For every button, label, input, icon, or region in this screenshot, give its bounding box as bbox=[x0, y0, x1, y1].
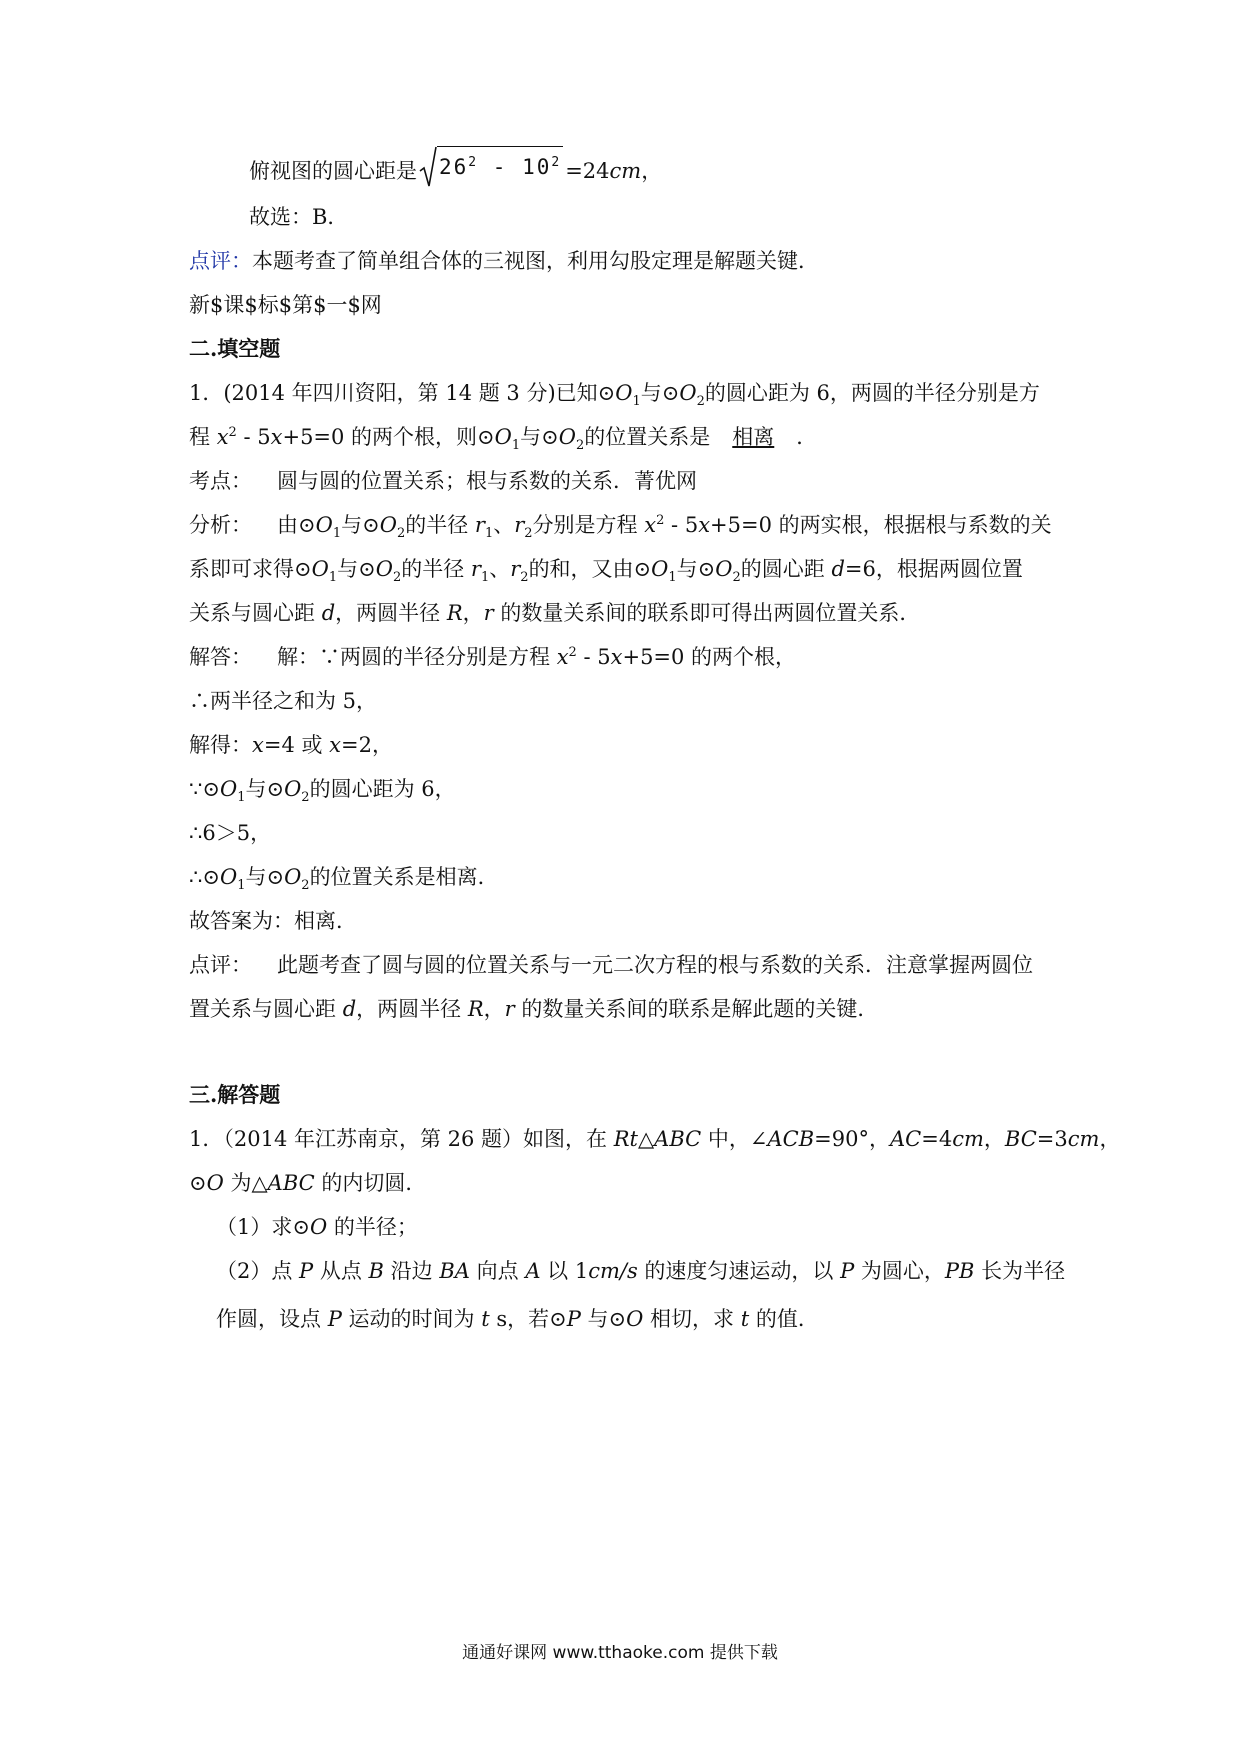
jieda-label: 解答： bbox=[189, 645, 252, 669]
fenxi-line-1: 分析： 由$⊙O_1$与$⊙O_2$的半径 $r_1$、$r_2$分别是方程 $x^2 - 5x+5=0$ 的两实根，根据根与系数的关 bbox=[189, 510, 1069, 540]
s3-part-2-line-1: （2）点 P 从点 B 沿边 BA 向点 A 以 1cm/s 的速度匀速运动，以 P 为圆心，PB 长为半径 bbox=[216, 1259, 1066, 1283]
section-heading-fill-blank: 二.填空题 bbox=[189, 336, 281, 361]
jieda-line-1: 解答： 解：∵两圆的半径分别是方程 $x^2 - 5x+5=0$ 的两个根， bbox=[189, 642, 1069, 672]
jieda-line-6: $\therefore⊙O_1$与$⊙O_2$的位置关系是相离． bbox=[189, 865, 499, 894]
page-footer: 通通好课网 www.tthaoke.com 提供下载 bbox=[462, 1643, 778, 1663]
square-root bbox=[419, 146, 563, 188]
jieda-line-4: $\because⊙O_1$与$⊙O_2$的圆心距为 6， bbox=[189, 777, 456, 806]
dianping-label: 点评： bbox=[189, 953, 252, 977]
dianping-line-2: 置关系与圆心距 d，两圆半径 R，r 的数量关系间的联系是解此题的关键． bbox=[189, 997, 879, 1021]
fenxi-line-3: 关系与圆心距 d，两圆半径 R，r 的数量关系间的联系即可得出两圆位置关系． bbox=[189, 601, 921, 625]
answer-blank: 相离 bbox=[732, 425, 775, 449]
s3-question-1-line-2: ⊙O 为△ABC 的内切圆． bbox=[189, 1171, 427, 1195]
section-heading-answer: 三.解答题 bbox=[189, 1082, 281, 1107]
answer-line: 故答案为：相离． bbox=[189, 909, 357, 933]
distance-line: 俯视图的圆心距是 $26^2 - 10^2$ =24cm， bbox=[249, 146, 1129, 188]
radicand: $26^2 - 10^2$ bbox=[437, 146, 563, 188]
review-label: 点评： bbox=[189, 249, 252, 273]
s3-question-1-line-1: 1．（2014 年江苏南京，第 26 题）如图，在 Rt△ABC 中，∠ACB=90°，AC=4cm，BC=3cm， bbox=[189, 1127, 1121, 1151]
jieda-line-2: ∴两半径之和为 5， bbox=[189, 689, 378, 713]
review-line: 点评：本题考查了简单组合体的三视图，利用勾股定理是解题关键． bbox=[189, 249, 819, 273]
kaodian-line: 考点： 圆与圆的位置关系；根与系数的关系．菁优网 bbox=[189, 466, 1069, 496]
jieda-line-5: ∴6＞5， bbox=[189, 821, 272, 845]
fenxi-label: 分析： bbox=[189, 513, 252, 537]
choice-line: 故选：B． bbox=[249, 205, 349, 229]
question-1-line-1: 1．(2014 年四川资阳，第 14 题 3 分)已知$⊙O_1$与$⊙O_2$的圆心距为 6，两圆的半径分别是方 bbox=[189, 381, 1040, 410]
dianping-line-1: 点评： 此题考查了圆与圆的位置关系与一元二次方程的根与系数的关系．注意掌握两圆位 bbox=[189, 950, 1069, 980]
watermark-text: 新$课$标$第$一$网 bbox=[189, 293, 382, 317]
radical-sign-icon bbox=[419, 146, 437, 188]
s3-part-1: （1）求⊙O 的半径； bbox=[216, 1215, 418, 1239]
question-1-line-2: 程 $x^2 - 5x+5=0$ 的两个根，则$⊙O_1$与$⊙O_2$的位置关系是 相离 ． bbox=[189, 422, 1069, 452]
kaodian-label: 考点： bbox=[189, 469, 252, 493]
jieda-line-3: 解得：x=4 或 x=2， bbox=[189, 733, 393, 757]
fenxi-line-2: 系即可求得$⊙O_1$与$⊙O_2$的半径 $r_1$、$r_2$的和，又由$⊙O_1$与$⊙O_2$的圆心距 d=6，根据两圆位置 bbox=[189, 557, 1023, 586]
s3-part-2-line-2: 作圆，设点 P 运动的时间为 t s，若⊙P 与⊙O 相切，求 t 的值． bbox=[216, 1307, 819, 1331]
